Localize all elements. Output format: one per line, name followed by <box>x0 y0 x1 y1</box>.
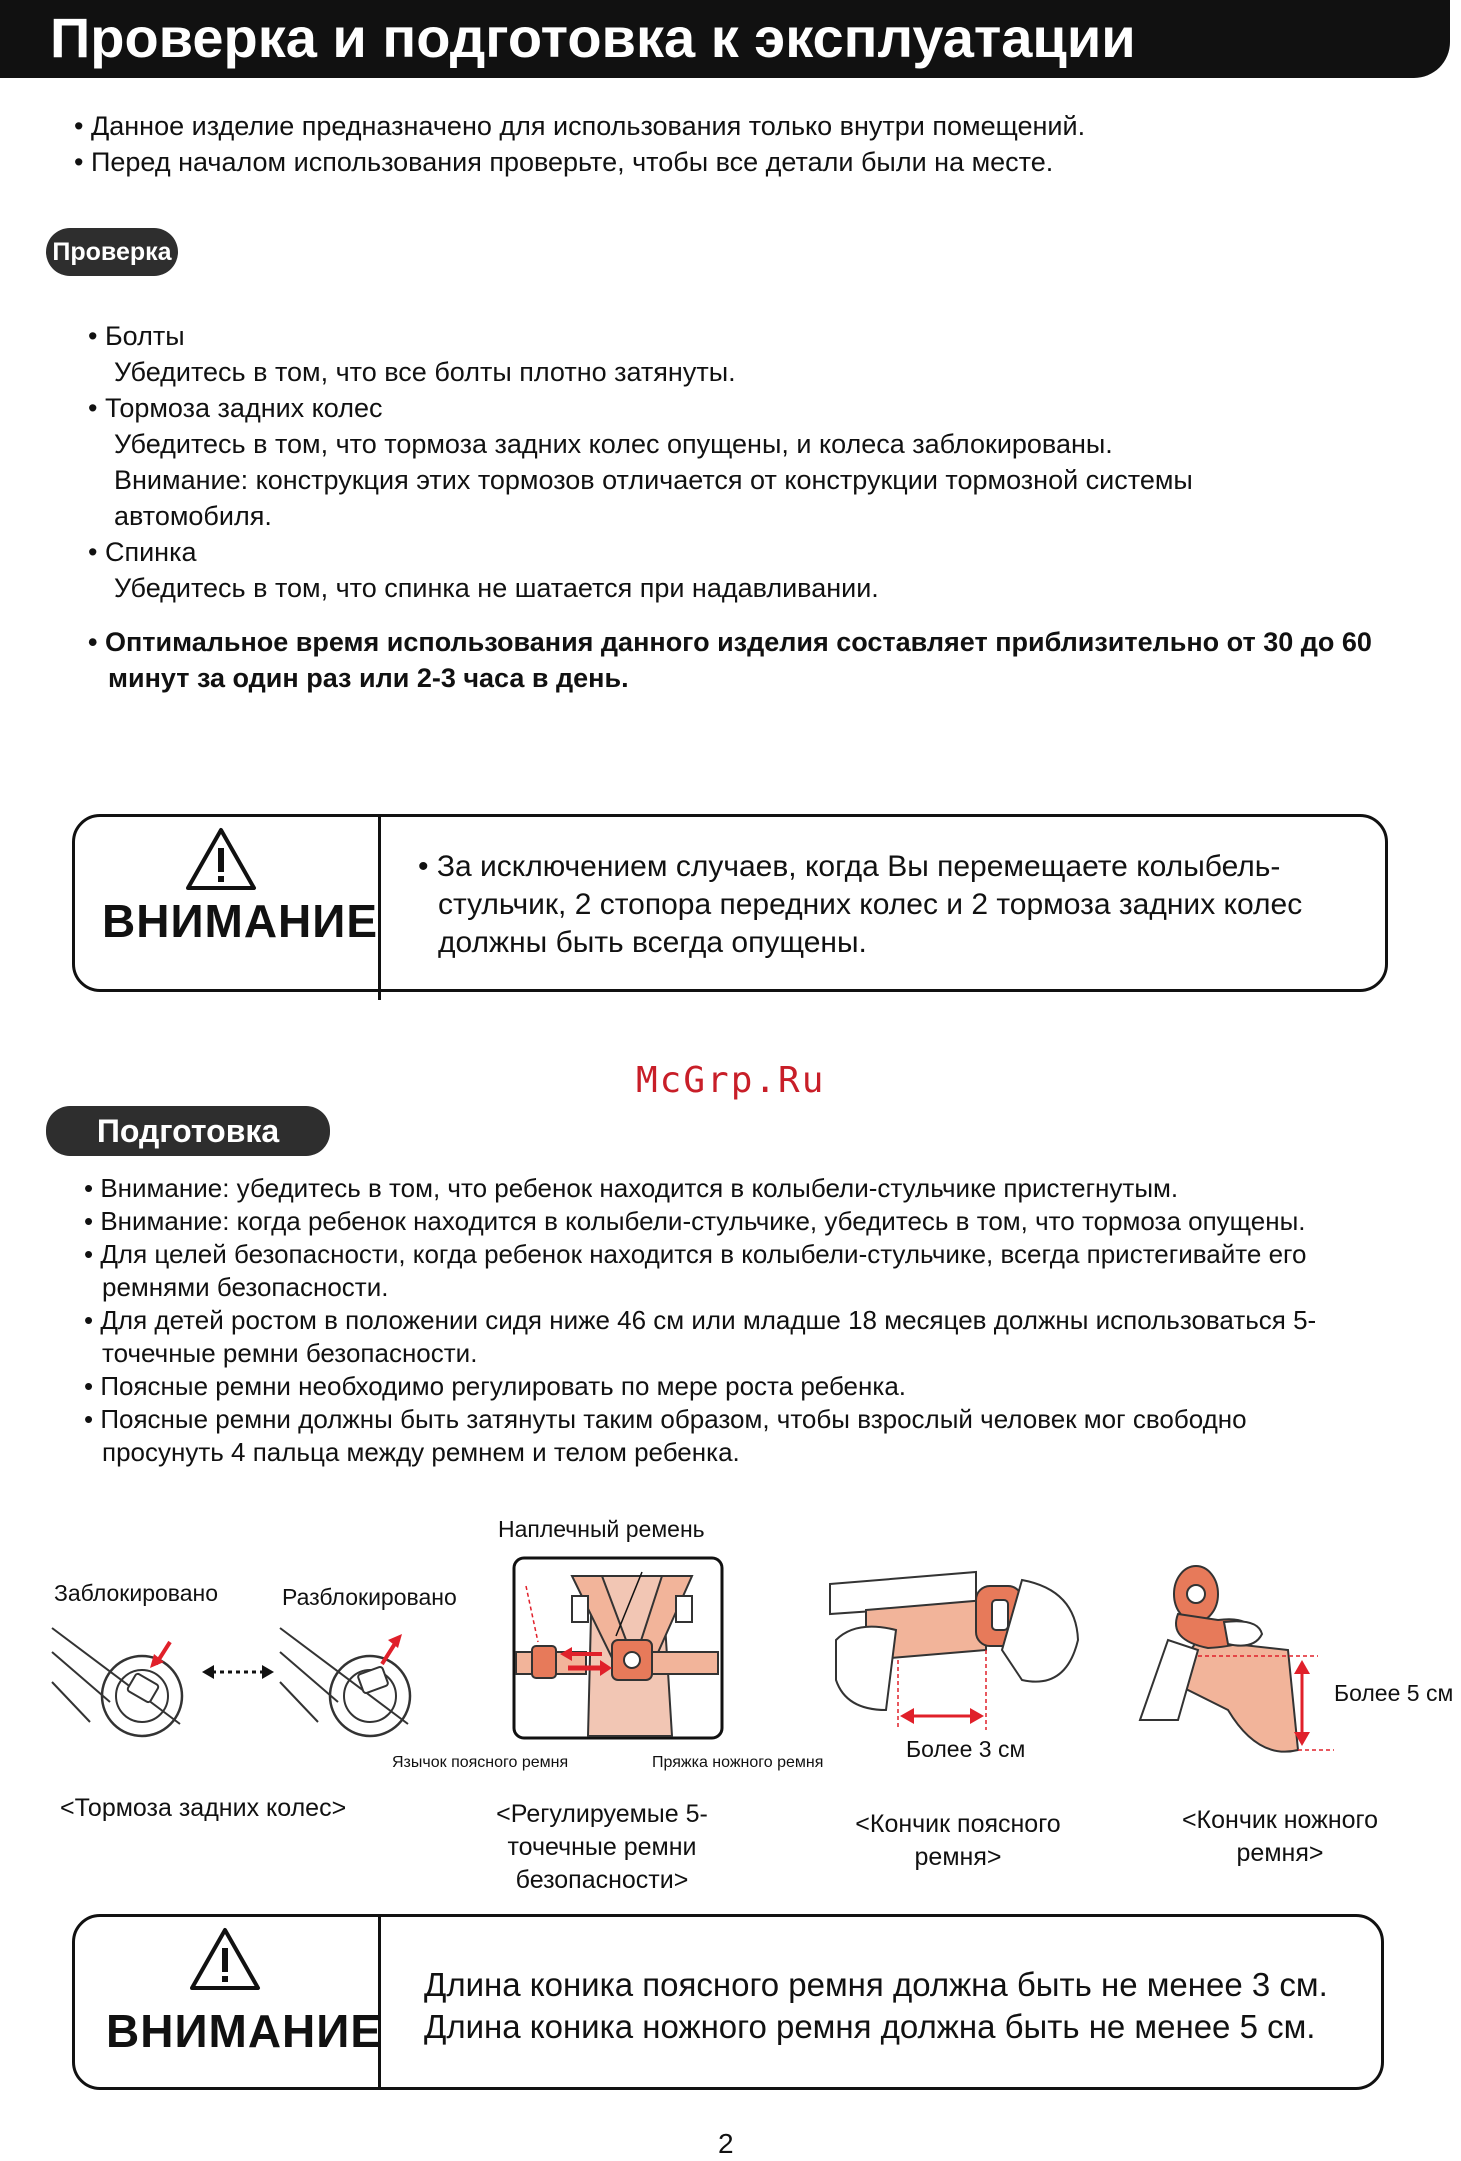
toggle-arrow-icon <box>200 1662 276 1682</box>
list-item: просунуть 4 пальца между ремнем и телом ребенка. <box>102 1437 740 1467</box>
list-item: ремнями безопасности. <box>102 1272 389 1302</box>
caption-line: ремня> <box>1236 1839 1324 1867</box>
note-line: • Оптимальное время использования данного изделия составляет приблизительно от 30 до 60 <box>88 627 1372 657</box>
leg-tip-caption <box>1160 1804 1400 1870</box>
leg-measure-label: Более 5 см <box>1334 1680 1454 1706</box>
page-number: 2 <box>718 2128 734 2159</box>
leg-buckle-label: Пряжка ножного ремня <box>652 1754 824 1771</box>
list-item: • Внимание: убедитесь в том, что ребенок находится в колыбели-стульчике пристегнутым. <box>84 1173 1179 1203</box>
brakes-caption: <Тормоза задних колес> <box>60 1794 347 1822</box>
warning-line: стульчик, 2 стопора передних колес и 2 тормоза задних колес <box>438 888 1303 921</box>
warning-line: Длина коника ножного ремня должна быть не менее 5 см. <box>424 2008 1316 2045</box>
brake-locked-illustration <box>50 1612 190 1742</box>
list-item: автомобиля. <box>114 501 272 531</box>
harness-illustration <box>512 1556 724 1740</box>
prep-list <box>84 1172 1316 1469</box>
caption-line: <Регулируемые 5- <box>496 1800 708 1828</box>
waist-tip-illustration <box>826 1560 1086 1746</box>
list-item: Внимание: конструкция этих тормозов отличается от конструкции тормозной системы <box>114 465 1193 495</box>
harness-caption <box>482 1798 722 1897</box>
warning-line: должны быть всегда опущены. <box>438 926 867 959</box>
intro-text <box>74 108 1085 180</box>
list-item: • Для детей ростом в положении сидя ниже 46 см или младше 18 месяцев должны использоваться 5- <box>84 1305 1317 1335</box>
intro-line: • Перед началом использования проверьте, чтобы все детали были на месте. <box>74 147 1054 177</box>
list-item: точечные ремни безопасности. <box>102 1338 478 1368</box>
intro-line: • Данное изделие предназначено для использования только внутри помещений. <box>74 111 1086 141</box>
check-list <box>88 318 1193 606</box>
leg-tip-illustration <box>1138 1560 1338 1760</box>
warning-divider <box>378 814 381 1000</box>
locked-label: Заблокировано <box>54 1580 219 1606</box>
warning-divider <box>378 1914 381 2090</box>
brake-unlocked-illustration <box>278 1612 418 1742</box>
warning-text <box>418 848 1302 962</box>
check-section-label: Проверка <box>46 228 178 276</box>
waist-tongue-label: Язычок поясного ремня <box>392 1754 569 1771</box>
caption-line: <Кончик поясного <box>855 1810 1061 1838</box>
list-item: Убедитесь в том, что все болты плотно затянуты. <box>114 357 736 387</box>
caption-line: точечные ремни <box>507 1833 697 1861</box>
list-item: • Поясные ремни необходимо регулировать по мере роста ребенка. <box>84 1371 907 1401</box>
caption-line: ремня> <box>914 1843 1002 1871</box>
caption-line: <Кончик ножного <box>1181 1806 1379 1834</box>
list-item: • Болты <box>88 321 185 351</box>
warning-triangle-icon <box>184 826 258 892</box>
prep-section-label: Подготовка <box>46 1106 330 1156</box>
list-item: • Поясные ремни должны быть затянуты таким образом, чтобы взрослый человек мог свободно <box>84 1404 1247 1434</box>
warning-line: Длина коника поясного ремня должна быть не менее 3 см. <box>424 1966 1328 2003</box>
list-item: • Внимание: когда ребенок находится в колыбели-стульчике, убедитесь в том, что тормоза опущены. <box>84 1206 1306 1236</box>
list-item: • Для целей безопасности, когда ребенок находится в колыбели-стульчике, всегда пристегивайте его <box>84 1239 1307 1269</box>
list-item: Убедитесь в том, что спинка не шатается при надавливании. <box>114 573 879 603</box>
waist-measure-label: Более 3 см <box>906 1736 1026 1762</box>
shoulder-strap-label: Наплечный ремень <box>498 1516 705 1542</box>
page-title: Проверка и подготовка к эксплуатации <box>50 6 1136 69</box>
list-item: • Спинка <box>88 537 197 567</box>
warning-triangle-icon <box>188 1926 262 1992</box>
warning-title: ВНИМАНИЕ <box>102 895 379 947</box>
usage-time-note <box>88 624 1372 696</box>
warning-title: ВНИМАНИЕ <box>106 2005 383 2057</box>
warning-text <box>424 1964 1328 2048</box>
watermark: McGrp.Ru <box>636 1060 826 1101</box>
note-line: минут за один раз или 2-3 часа в день. <box>108 663 629 693</box>
list-item: • Тормоза задних колес <box>88 393 383 423</box>
unlocked-label: Разблокировано <box>282 1584 457 1610</box>
warning-line: • За исключением случаев, когда Вы перемещаете колыбель- <box>418 850 1281 883</box>
waist-tip-caption <box>838 1808 1078 1874</box>
caption-line: безопасности> <box>515 1866 689 1894</box>
list-item: Убедитесь в том, что тормоза задних колес опущены, и колеса заблокированы. <box>114 429 1113 459</box>
